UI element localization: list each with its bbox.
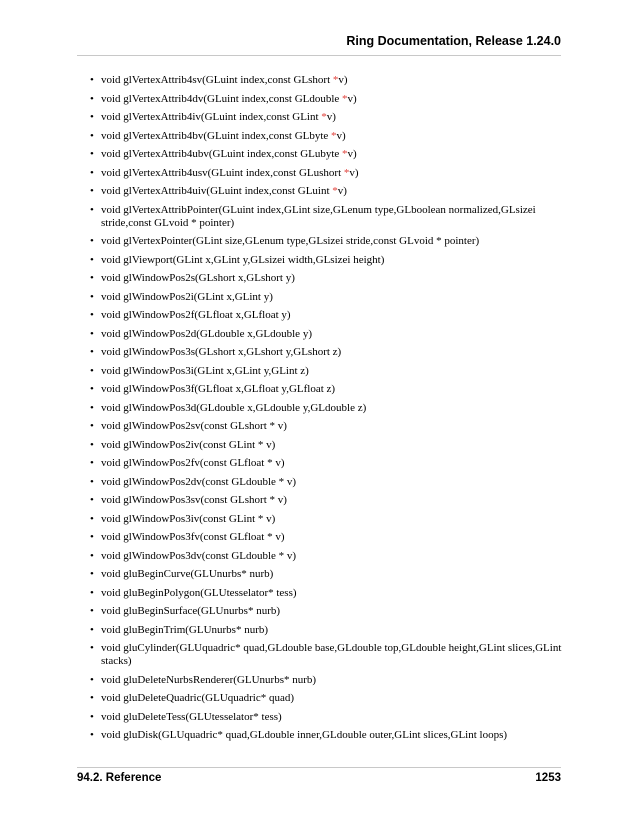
list-item — [77, 402, 563, 415]
function-signature: void glVertexAttribPointer(GLuint index,GLint size,GLenum type,GLboolean normalized,GLsizei stride,const GLvoid * pointer) — [101, 203, 536, 229]
list-item — [77, 74, 563, 87]
list-item — [77, 383, 563, 396]
list-item — [77, 550, 563, 563]
function-signature: void glWindowPos2iv(const GLint * v) — [101, 438, 276, 451]
function-signature: void glVertexAttrib4iv(GLuint index,const GLint — [101, 111, 322, 123]
function-signature: void glWindowPos2s(GLshort x,GLshort y) — [101, 272, 295, 284]
footer-section-title: 94.2. Reference — [77, 772, 162, 784]
list-item — [77, 272, 563, 285]
list-item — [77, 130, 563, 143]
list-item — [77, 476, 563, 489]
list-item — [77, 513, 563, 526]
function-list — [77, 74, 563, 748]
function-signature-tail: v) — [347, 92, 357, 105]
highlighted-asterisk: * — [332, 185, 338, 197]
function-signature: void glWindowPos2fv(const GLfloat * v) — [101, 457, 285, 469]
function-signature: void glWindowPos3iv(const GLint * v) — [101, 512, 276, 525]
function-signature: void gluDeleteNurbsRenderer(GLUnurbs* nurb) — [101, 673, 317, 686]
list-item — [77, 587, 563, 600]
list-item — [77, 605, 563, 618]
function-signature: void glViewport(GLint x,GLint y,GLsizei width,GLsizei height) — [101, 253, 385, 266]
footer-page-number: 1253 — [535, 772, 561, 784]
function-signature: void glWindowPos3i(GLint x,GLint y,GLint z) — [101, 364, 309, 377]
list-item — [77, 291, 563, 304]
function-signature: void glVertexAttrib4ubv(GLuint index,const GLubyte — [101, 148, 343, 160]
page-header-title: Ring Documentation, Release 1.24.0 — [346, 34, 561, 48]
function-signature: void glWindowPos3f(GLfloat x,GLfloat y,GLfloat z) — [101, 383, 336, 395]
list-item — [77, 365, 563, 378]
footer-divider — [77, 767, 561, 768]
function-signature: void gluBeginTrim(GLUnurbs* nurb) — [101, 623, 269, 636]
function-signature: void glWindowPos3dv(const GLdouble * v) — [101, 549, 297, 562]
list-item — [77, 254, 563, 267]
function-signature-tail: v) — [337, 185, 347, 197]
function-signature: void gluDisk(GLUquadric* quad,GLdouble inner,GLdouble outer,GLint slices,GLint loops) — [101, 729, 508, 741]
list-item — [77, 494, 563, 507]
function-signature: void glWindowPos3s(GLshort x,GLshort y,GLshort z) — [101, 346, 342, 358]
function-signature-tail: v) — [347, 148, 357, 160]
function-signature-tail: v) — [326, 111, 336, 123]
function-signature: void glWindowPos2f(GLfloat x,GLfloat y) — [101, 309, 291, 321]
function-signature: void gluBeginSurface(GLUnurbs* nurb) — [101, 605, 281, 617]
function-signature: void glVertexAttrib4sv(GLuint index,const GLshort — [101, 74, 333, 86]
function-signature: void gluBeginCurve(GLUnurbs* nurb) — [101, 568, 274, 580]
function-signature: void gluDeleteQuadric(GLUquadric* quad) — [101, 692, 295, 704]
list-item — [77, 711, 563, 724]
function-signature: void glWindowPos3d(GLdouble x,GLdouble y,GLdouble z) — [101, 401, 367, 414]
highlighted-asterisk: * — [342, 92, 348, 105]
list-item — [77, 729, 563, 742]
function-signature: void glWindowPos2sv(const GLshort * v) — [101, 420, 287, 432]
function-signature-tail: v) — [336, 129, 346, 142]
list-item — [77, 420, 563, 433]
list-item — [77, 167, 563, 180]
highlighted-asterisk: * — [332, 74, 339, 86]
list-item — [77, 93, 563, 106]
list-item — [77, 204, 563, 230]
function-signature: void glVertexAttrib4bv(GLuint index,const GLbyte — [101, 129, 332, 142]
highlighted-asterisk: * — [342, 148, 348, 160]
list-item — [77, 439, 563, 452]
function-signature: void glVertexAttrib4usv(GLuint index,const GLushort — [101, 166, 344, 179]
highlighted-asterisk: * — [331, 129, 337, 142]
list-item — [77, 346, 563, 359]
function-signature: void glWindowPos2dv(const GLdouble * v) — [101, 475, 297, 488]
function-signature-tail: v) — [338, 74, 348, 86]
list-item — [77, 111, 563, 124]
function-signature: void gluDeleteTess(GLUtesselator* tess) — [101, 710, 282, 723]
list-item — [77, 328, 563, 341]
list-item — [77, 692, 563, 705]
list-item — [77, 674, 563, 687]
list-item — [77, 531, 563, 544]
highlighted-asterisk: * — [343, 166, 350, 179]
list-item — [77, 235, 563, 248]
function-signature: void glVertexPointer(GLint size,GLenum type,GLsizei stride,const GLvoid * pointer) — [101, 235, 480, 247]
list-item — [77, 457, 563, 470]
list-item — [77, 185, 563, 198]
list-item — [77, 624, 563, 637]
function-signature: void glWindowPos2i(GLint x,GLint y) — [101, 290, 273, 303]
function-signature: void glWindowPos3fv(const GLfloat * v) — [101, 531, 285, 543]
function-signature: void glVertexAttrib4uiv(GLuint index,const GLuint — [101, 185, 333, 197]
function-signature: void glWindowPos2d(GLdouble x,GLdouble y) — [101, 327, 312, 340]
function-signature: void glVertexAttrib4dv(GLuint index,const GLdouble — [101, 92, 343, 105]
function-signature: void gluCylinder(GLUquadric* quad,GLdouble base,GLdouble top,GLdouble height,GLint slices,GLint stacks) — [101, 642, 562, 667]
function-signature: void gluBeginPolygon(GLUtesselator* tess) — [101, 586, 297, 599]
highlighted-asterisk: * — [321, 111, 327, 123]
list-item — [77, 642, 563, 668]
list-item — [77, 568, 563, 581]
list-item — [77, 148, 563, 161]
header-divider — [77, 55, 561, 56]
list-item — [77, 309, 563, 322]
function-signature-tail: v) — [349, 166, 359, 179]
function-signature: void glWindowPos3sv(const GLshort * v) — [101, 494, 287, 506]
